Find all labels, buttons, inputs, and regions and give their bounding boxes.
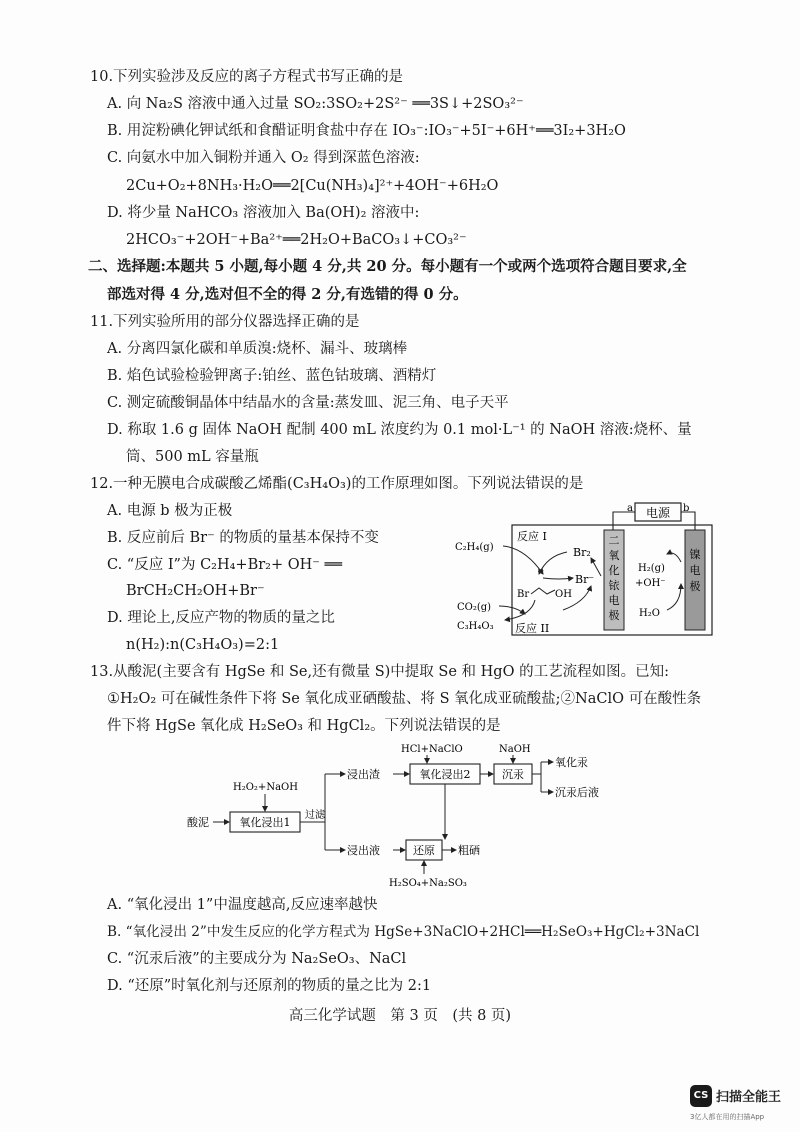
arrow-water-to-electrode [667,584,681,610]
scanner-app-name: 扫描全能王 [716,1090,782,1105]
q10-option-d: D. 将少量 NaHCO₃ 溶液加入 Ba(OH)₂ 溶液中: [107,205,420,221]
q10-stem: 10.下列实验涉及反应的离子方程式书写正确的是 [90,69,404,85]
flow-crude-label: 粗硒 [458,844,480,857]
flow-residue-label: 浸出渣 [347,768,380,781]
flow-after-label: 沉汞后液 [555,786,599,799]
scanner-logo-icon: CS [690,1085,712,1107]
q13-option-c: C. “沉汞后液”的主要成分为 Na₂SeO₃、NaCl [107,951,407,967]
scanner-slogan: 3亿人都在用的扫描App [690,1113,765,1121]
flow-h2o2-reagent: H₂O₂+NaOH [233,782,298,793]
flow-hcl-reagent: HCl+NaClO [401,744,463,755]
flow-ppt-label: 沉汞 [502,768,524,781]
process-flowchart [175,742,645,890]
arrow-to-bromide [543,578,573,579]
ethylene-label: C₂H₄(g) [455,542,494,553]
q10-option-b: B. 用淀粉碘化钾试纸和食醋证明食盐中存在 IO₃⁻:IO₃⁻+5I⁻+6H⁺══3I₂+3H₂O [107,123,626,139]
terminal-b-label: b [683,503,690,514]
q10-option-c-equation: 2Cu+O₂+8NH₃·H₂O══2[Cu(NH₃)₄]²⁺+4OH⁻+6H₂O [126,178,499,194]
q11-option-d-line1: D. 称取 1.6 g 固体 NaOH 配制 400 mL 浓度约为 0.1 mol·L⁻¹ 的 NaOH 溶液:烧杯、量 [107,422,692,438]
q12-option-d-line1: D. 理论上,反应产物的物质的量之比 [107,610,335,626]
flow-ox2-label: 氧化浸出2 [419,768,471,781]
wire-a [613,512,635,530]
q12-option-c-line1: C. “反应 I”为 C₂H₄+Br₂+ OH⁻ ══ [107,557,342,573]
q10-option-a: A. 向 Na₂S 溶液中通入过量 SO₂:3SO₂+2S²⁻ ══3S↓+2SO₃²⁻ [107,96,524,112]
reaction-2-label: 反应 II [515,622,550,635]
power-source-label: 电源 [645,506,671,520]
q11-stem: 11.下列实验所用的部分仪器选择正确的是 [90,314,360,330]
bromoethanol-oh-label: OH [555,589,572,600]
q11-option-c: C. 测定硫酸铜晶体中结晶水的含量:蒸发皿、泥三角、电子天平 [107,395,509,411]
bromoethanol-skeleton [531,588,555,594]
svg-text:氧: 氧 [608,549,620,562]
q12-stem: 12.一种无膜电合成碳酸乙烯酯(C₃H₄O₃)的工作原理如图。下列说法错误的是 [90,476,584,492]
flow-reduce-label: 还原 [413,844,435,857]
q10-option-d-equation: 2HCO₃⁻+2OH⁻+Ba²⁺══2H₂O+BaCO₃↓+CO₃²⁻ [126,232,467,248]
flow-naoh-reagent: NaOH [499,744,531,755]
q11-option-a: A. 分离四氯化碳和单质溴:烧杯、漏斗、玻璃棒 [107,341,408,357]
arrow-ethylene-in [503,546,543,574]
bromoethanol-br-label: Br [517,589,530,600]
svg-text:电: 电 [689,564,701,577]
hydroxide-label: +OH⁻ [635,578,666,589]
flow-acid-mud: 酸泥 [187,816,209,829]
svg-text:极: 极 [689,580,701,593]
co2-label: CO₂(g) [457,602,492,613]
q13-option-a: A. “氧化浸出 1”中温度越高,反应速率越快 [107,897,378,913]
svg-text:二: 二 [608,534,620,547]
q12-option-b: B. 反应前后 Br⁻ 的物质的量基本保持不变 [107,530,379,546]
water-label: H₂O [639,608,660,619]
section2-instructions-line2: 部选对得 4 分,选对但不全的得 2 分,有选错的得 0 分。 [107,286,468,303]
svg-text:化: 化 [608,564,620,577]
arrow-to-carbonate [505,600,535,620]
q12-option-d-line2: n(H₂):n(C₃H₄O₃)=2:1 [126,637,280,653]
svg-text:镍: 镍 [689,548,701,561]
flow-ox1-label: 氧化浸出1 [239,816,291,829]
q10-option-c: C. 向氨水中加入铜粉并通入 O₂ 得到深蓝色溶液: [107,150,420,166]
flow-hgo-label: 氧化汞 [555,756,588,769]
terminal-a-label: a [627,503,633,514]
q11-option-b: B. 焰色试验检验钾离子:铂丝、蓝色钴玻璃、酒精灯 [107,368,437,384]
q13-stem-line3: 件下将 HgSe 氧化成 H₂SeO₃ 和 HgCl₂。下列说法错误的是 [107,718,501,734]
q12-option-c-line2: BrCH₂CH₂OH+Br⁻ [126,583,265,599]
reaction-1-label: 反应 I [517,530,547,543]
q13-option-b: B. “氧化浸出 2”中发生反应的化学方程式为 HgSe+3NaClO+2HCl══H₂SeO₃+HgCl₂+3NaCl [107,924,700,940]
flow-h2so4-reagent: H₂SO₄+Na₂SO₃ [389,878,467,889]
q13-stem-line1: 13.从酸泥(主要含有 HgSe 和 Se,还有微量 S)中提取 Se 和 HgO 的工艺流程如图。已知: [90,664,669,680]
hydrogen-label: H₂(g) [638,563,665,574]
br2-label: Br₂ [573,546,591,559]
svg-text:电: 电 [608,594,620,607]
nickel-electrode-label [690,547,701,593]
ethylene-carbonate-label: C₃H₄O₃ [457,621,494,632]
svg-text:铱: 铱 [608,579,620,592]
svg-text:极: 极 [608,609,620,622]
arrow-hydrogen-out [667,553,681,562]
flow-filter-label: 过滤 [305,810,325,821]
q11-option-d-line2: 筒、500 mL 容量瓶 [126,449,259,465]
section2-instructions-line1: 二、选择题:本题共 5 小题,每小题 4 分,共 20 分。每小题有一个或两个选项符合题目要求,全 [88,258,687,275]
q13-option-d: D. “还原”时氧化剂与还原剂的物质的量之比为 2:1 [107,978,432,994]
wire-b [681,512,695,530]
scanner-watermark [690,1082,800,1132]
q13-stem-line2: ①H₂O₂ 可在碱性条件下将 Se 氧化成亚硒酸盐、将 S 氧化成亚硫酸盐;②NaClO 可在酸性条 [107,691,702,707]
bromide-label: Br⁻ [575,573,595,586]
arrow-br2-react [539,552,567,574]
q12-option-a: A. 电源 b 极为正极 [107,503,233,519]
page-footer: 高三化学试题 第 3 页 (共 8 页) [288,1008,512,1024]
flow-leach-label: 浸出液 [347,844,380,857]
electrolysis-diagram [455,498,725,646]
